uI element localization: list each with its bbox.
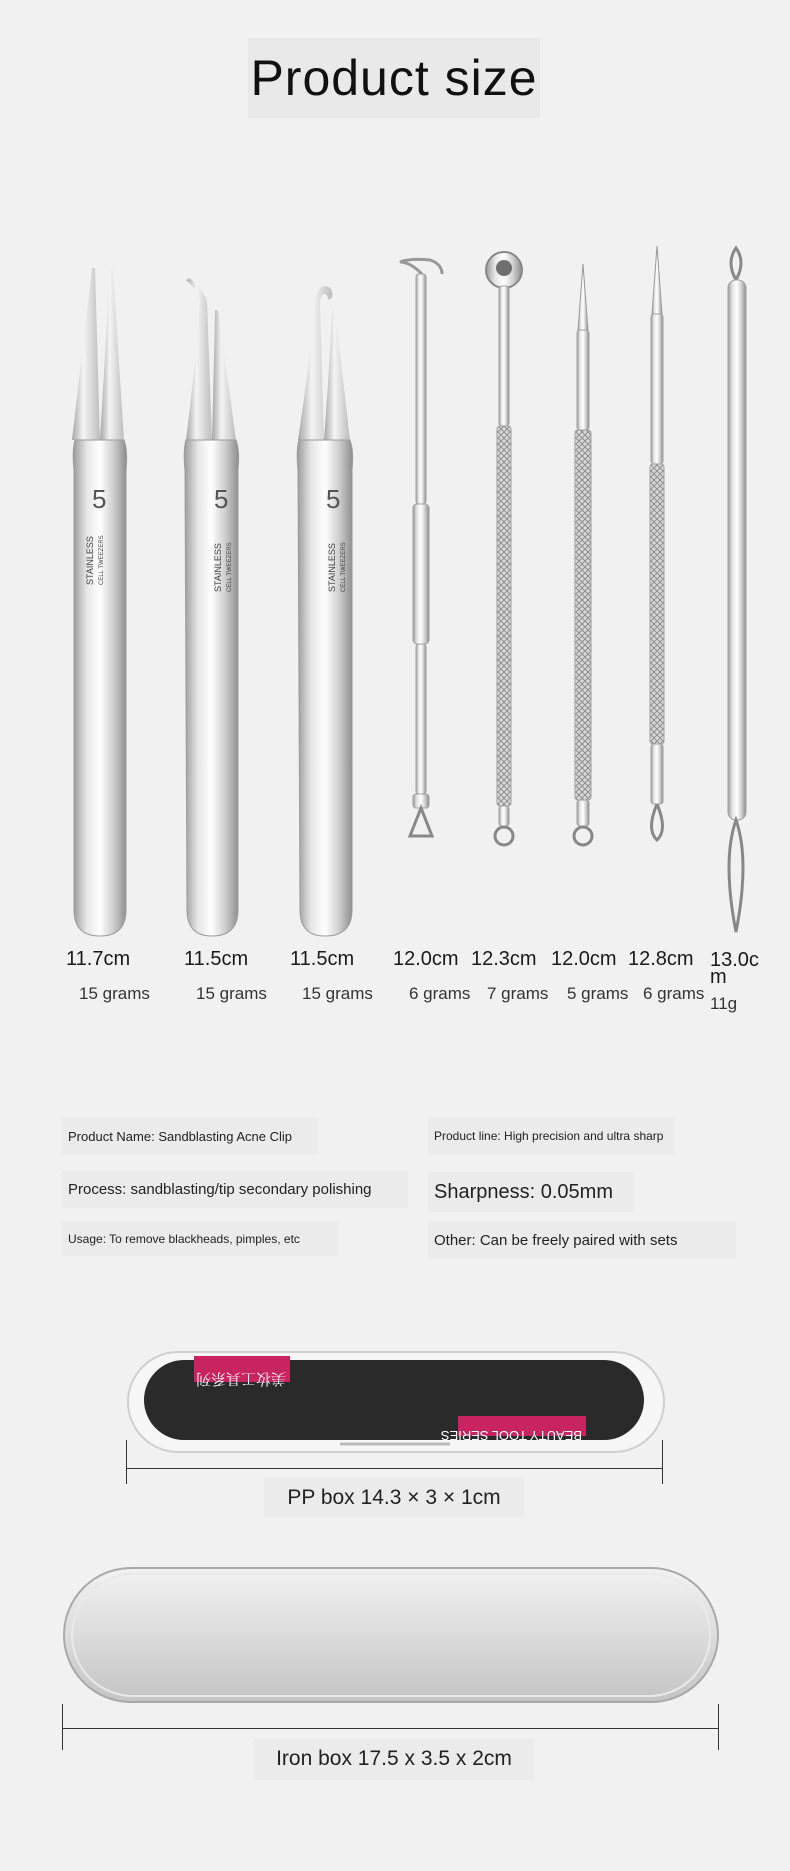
engraving-line2: CELL TWEEZERS — [99, 535, 105, 585]
pp-box-label-en: BEAUTY TOOL SERIES — [440, 1428, 582, 1443]
pointed-needle-image — [574, 264, 592, 845]
engraving-number: 5 — [214, 484, 229, 514]
tool-length: 13.0cm — [710, 952, 759, 988]
tool-length: 11.5cm — [184, 948, 249, 970]
tool-weight: 15 grams — [79, 984, 150, 1003]
tool-length: 12.0cm — [393, 948, 459, 970]
tweezer-angled-image — [184, 278, 238, 936]
spec-product-line: Product line: High precision and ultra sharp — [428, 1118, 674, 1154]
tool-weight: 5 grams — [567, 984, 629, 1003]
tool-length: 11.7cm — [66, 948, 131, 970]
spoon-needle-image — [486, 252, 522, 845]
engraving-number: 5 — [92, 484, 107, 514]
tweezer-hooked-image — [297, 286, 352, 936]
double-loop-image — [728, 248, 746, 932]
tool-length: 11.5cm — [290, 948, 355, 970]
tool-length: 12.8cm — [628, 948, 694, 970]
tool-length: 12.3cm — [471, 948, 537, 970]
tool-length: 12.0cm — [551, 948, 617, 970]
page-title: Product size — [248, 38, 540, 118]
spec-product-name: Product Name: Sandblasting Acne Clip — [62, 1118, 318, 1154]
pp-box-dim-tick-left — [126, 1440, 127, 1484]
hook-needle-image — [400, 259, 442, 836]
tool-weight: 6 grams — [409, 984, 471, 1003]
tool-weight: 6 grams — [643, 984, 705, 1003]
engraving-line1: STAINLESS — [213, 543, 223, 592]
engraving-line2: CELL TWEEZERS — [227, 542, 233, 592]
engraving-line2: CELL TWEEZERS — [341, 542, 347, 592]
spec-other: Other: Can be freely paired with sets — [428, 1222, 736, 1258]
spec-sharpness: Sharpness: 0.05mm — [428, 1172, 634, 1212]
tool-weight: 15 grams — [302, 984, 373, 1003]
pp-box-image — [0, 1340, 790, 1460]
spec-usage: Usage: To remove blackheads, pimples, etc — [62, 1222, 338, 1256]
pp-box-dim-tick-right — [662, 1440, 663, 1484]
tools-illustration — [0, 240, 790, 940]
iron-box-image — [0, 1560, 790, 1710]
tool-weight: 11g — [710, 994, 738, 1013]
iron-box-dim-line — [62, 1728, 718, 1729]
tweezer-straight-image — [72, 268, 127, 936]
engraving-line1: STAINLESS — [327, 543, 337, 592]
pp-box-label-cn: 美妆工具系列 — [195, 1370, 286, 1388]
iron-box-caption: Iron box 17.5 x 3.5 x 2cm — [254, 1738, 534, 1780]
fine-needle-image — [650, 246, 664, 840]
engraving-number: 5 — [326, 484, 341, 514]
pp-box-caption: PP box 14.3 × 3 × 1cm — [264, 1478, 524, 1518]
iron-box-dim-tick-left — [62, 1704, 63, 1750]
tool-weight: 7 grams — [487, 984, 549, 1003]
spec-process: Process: sandblasting/tip secondary polishing — [62, 1170, 408, 1208]
engraving-line1: STAINLESS — [85, 536, 95, 585]
tool-weight: 15 grams — [196, 984, 267, 1003]
iron-box-dim-tick-right — [718, 1704, 719, 1750]
pp-box-dim-line — [126, 1468, 662, 1469]
